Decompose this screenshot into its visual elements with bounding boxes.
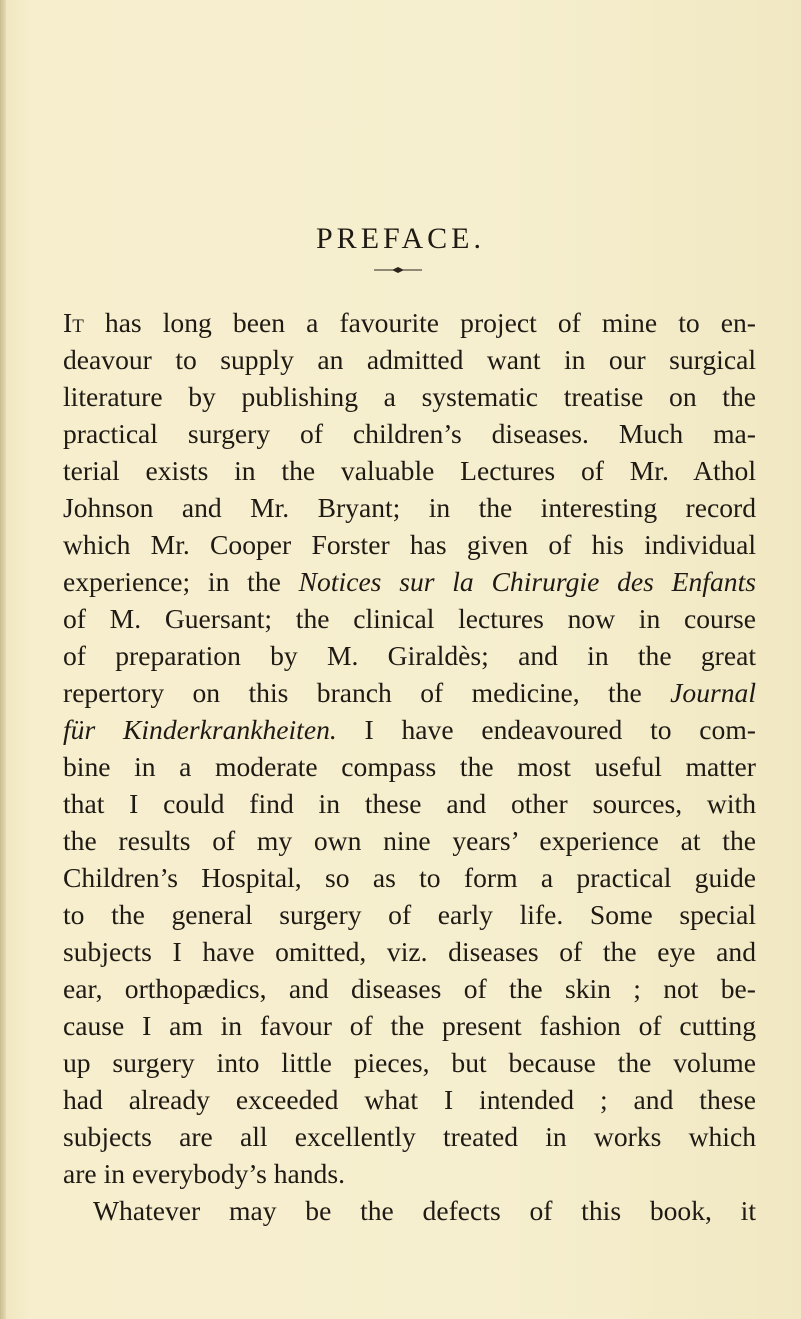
text-line bbox=[63, 526, 756, 563]
text-line bbox=[63, 452, 756, 489]
italic-title-text: Notices sur la Chirurgie des Enfants bbox=[298, 566, 756, 597]
text-segment: has long been a favourite project of mine to en- bbox=[83, 307, 756, 338]
text-segment: of preparation by M. Giraldès; and in the great bbox=[63, 640, 756, 671]
text-line bbox=[63, 563, 756, 600]
text-line bbox=[63, 896, 756, 933]
page-title: PREFACE. bbox=[316, 222, 485, 255]
text-segment: which Mr. Cooper Forster has given of his individual bbox=[63, 529, 756, 560]
text-segment: deavour to supply an admitted want in our surgical bbox=[63, 344, 756, 375]
text-line bbox=[63, 637, 756, 674]
text-segment: ear, orthopædics, and diseases of the skin ; not be- bbox=[63, 973, 756, 1004]
italic-title-text: Journal bbox=[670, 677, 756, 708]
text-line bbox=[63, 1118, 756, 1155]
text-line bbox=[63, 674, 756, 711]
text-line bbox=[63, 822, 756, 859]
text-segment: Johnson and Mr. Bryant; in the interesting record bbox=[63, 492, 756, 523]
text-segment: the results of my own nine years’ experience at the bbox=[63, 825, 756, 856]
text-segment: are in everybody’s hands. bbox=[63, 1158, 345, 1189]
preface-body bbox=[63, 304, 756, 1229]
text-segment: that I could find in these and other sources, with bbox=[63, 788, 756, 819]
text-line bbox=[63, 1192, 756, 1229]
text-line bbox=[63, 378, 756, 415]
text-line bbox=[63, 785, 756, 822]
text-segment: up surgery into little pieces, but because the volume bbox=[63, 1047, 756, 1078]
text-segment: terial exists in the valuable Lectures of Mr. Athol bbox=[63, 455, 756, 486]
text-line bbox=[63, 1155, 756, 1192]
text-segment: practical surgery of children’s diseases. Much ma- bbox=[63, 418, 756, 449]
text-line bbox=[63, 1044, 756, 1081]
text-line bbox=[63, 748, 756, 785]
ornament-divider bbox=[372, 264, 424, 276]
text-segment: subjects are all excellently treated in works which bbox=[63, 1121, 756, 1152]
text-line bbox=[63, 489, 756, 526]
text-segment: It bbox=[63, 307, 84, 338]
text-segment: literature by publishing a systematic treatise on the bbox=[63, 381, 756, 412]
text-segment: I have endeavoured to com- bbox=[336, 714, 756, 745]
text-line bbox=[63, 1007, 756, 1044]
text-line bbox=[63, 970, 756, 1007]
text-line bbox=[63, 304, 756, 341]
page-edge bbox=[0, 0, 6, 1319]
text-segment: cause I am in favour of the present fashion of cutting bbox=[63, 1010, 756, 1041]
text-line bbox=[63, 711, 756, 748]
text-segment: bine in a moderate compass the most useful matter bbox=[63, 751, 756, 782]
text-segment: of M. Guersant; the clinical lectures now in course bbox=[63, 603, 756, 634]
text-segment: experience; in the bbox=[63, 566, 299, 597]
text-line bbox=[63, 341, 756, 378]
text-segment: had already exceeded what I intended ; and these bbox=[63, 1084, 756, 1115]
text-segment: Whatever may be the defects of this book, it bbox=[93, 1195, 756, 1226]
text-segment: subjects I have omitted, viz. diseases of the eye and bbox=[63, 936, 756, 967]
text-segment: to the general surgery of early life. Some special bbox=[63, 899, 756, 930]
text-line bbox=[63, 933, 756, 970]
text-line bbox=[63, 859, 756, 896]
text-line bbox=[63, 415, 756, 452]
italic-title-text: für Kinderkrankheiten. bbox=[63, 714, 337, 745]
text-line bbox=[63, 600, 756, 637]
text-line bbox=[63, 1081, 756, 1118]
text-segment: repertory on this branch of medicine, the bbox=[63, 677, 671, 708]
text-segment: Children’s Hospital, so as to form a practical guide bbox=[63, 862, 756, 893]
